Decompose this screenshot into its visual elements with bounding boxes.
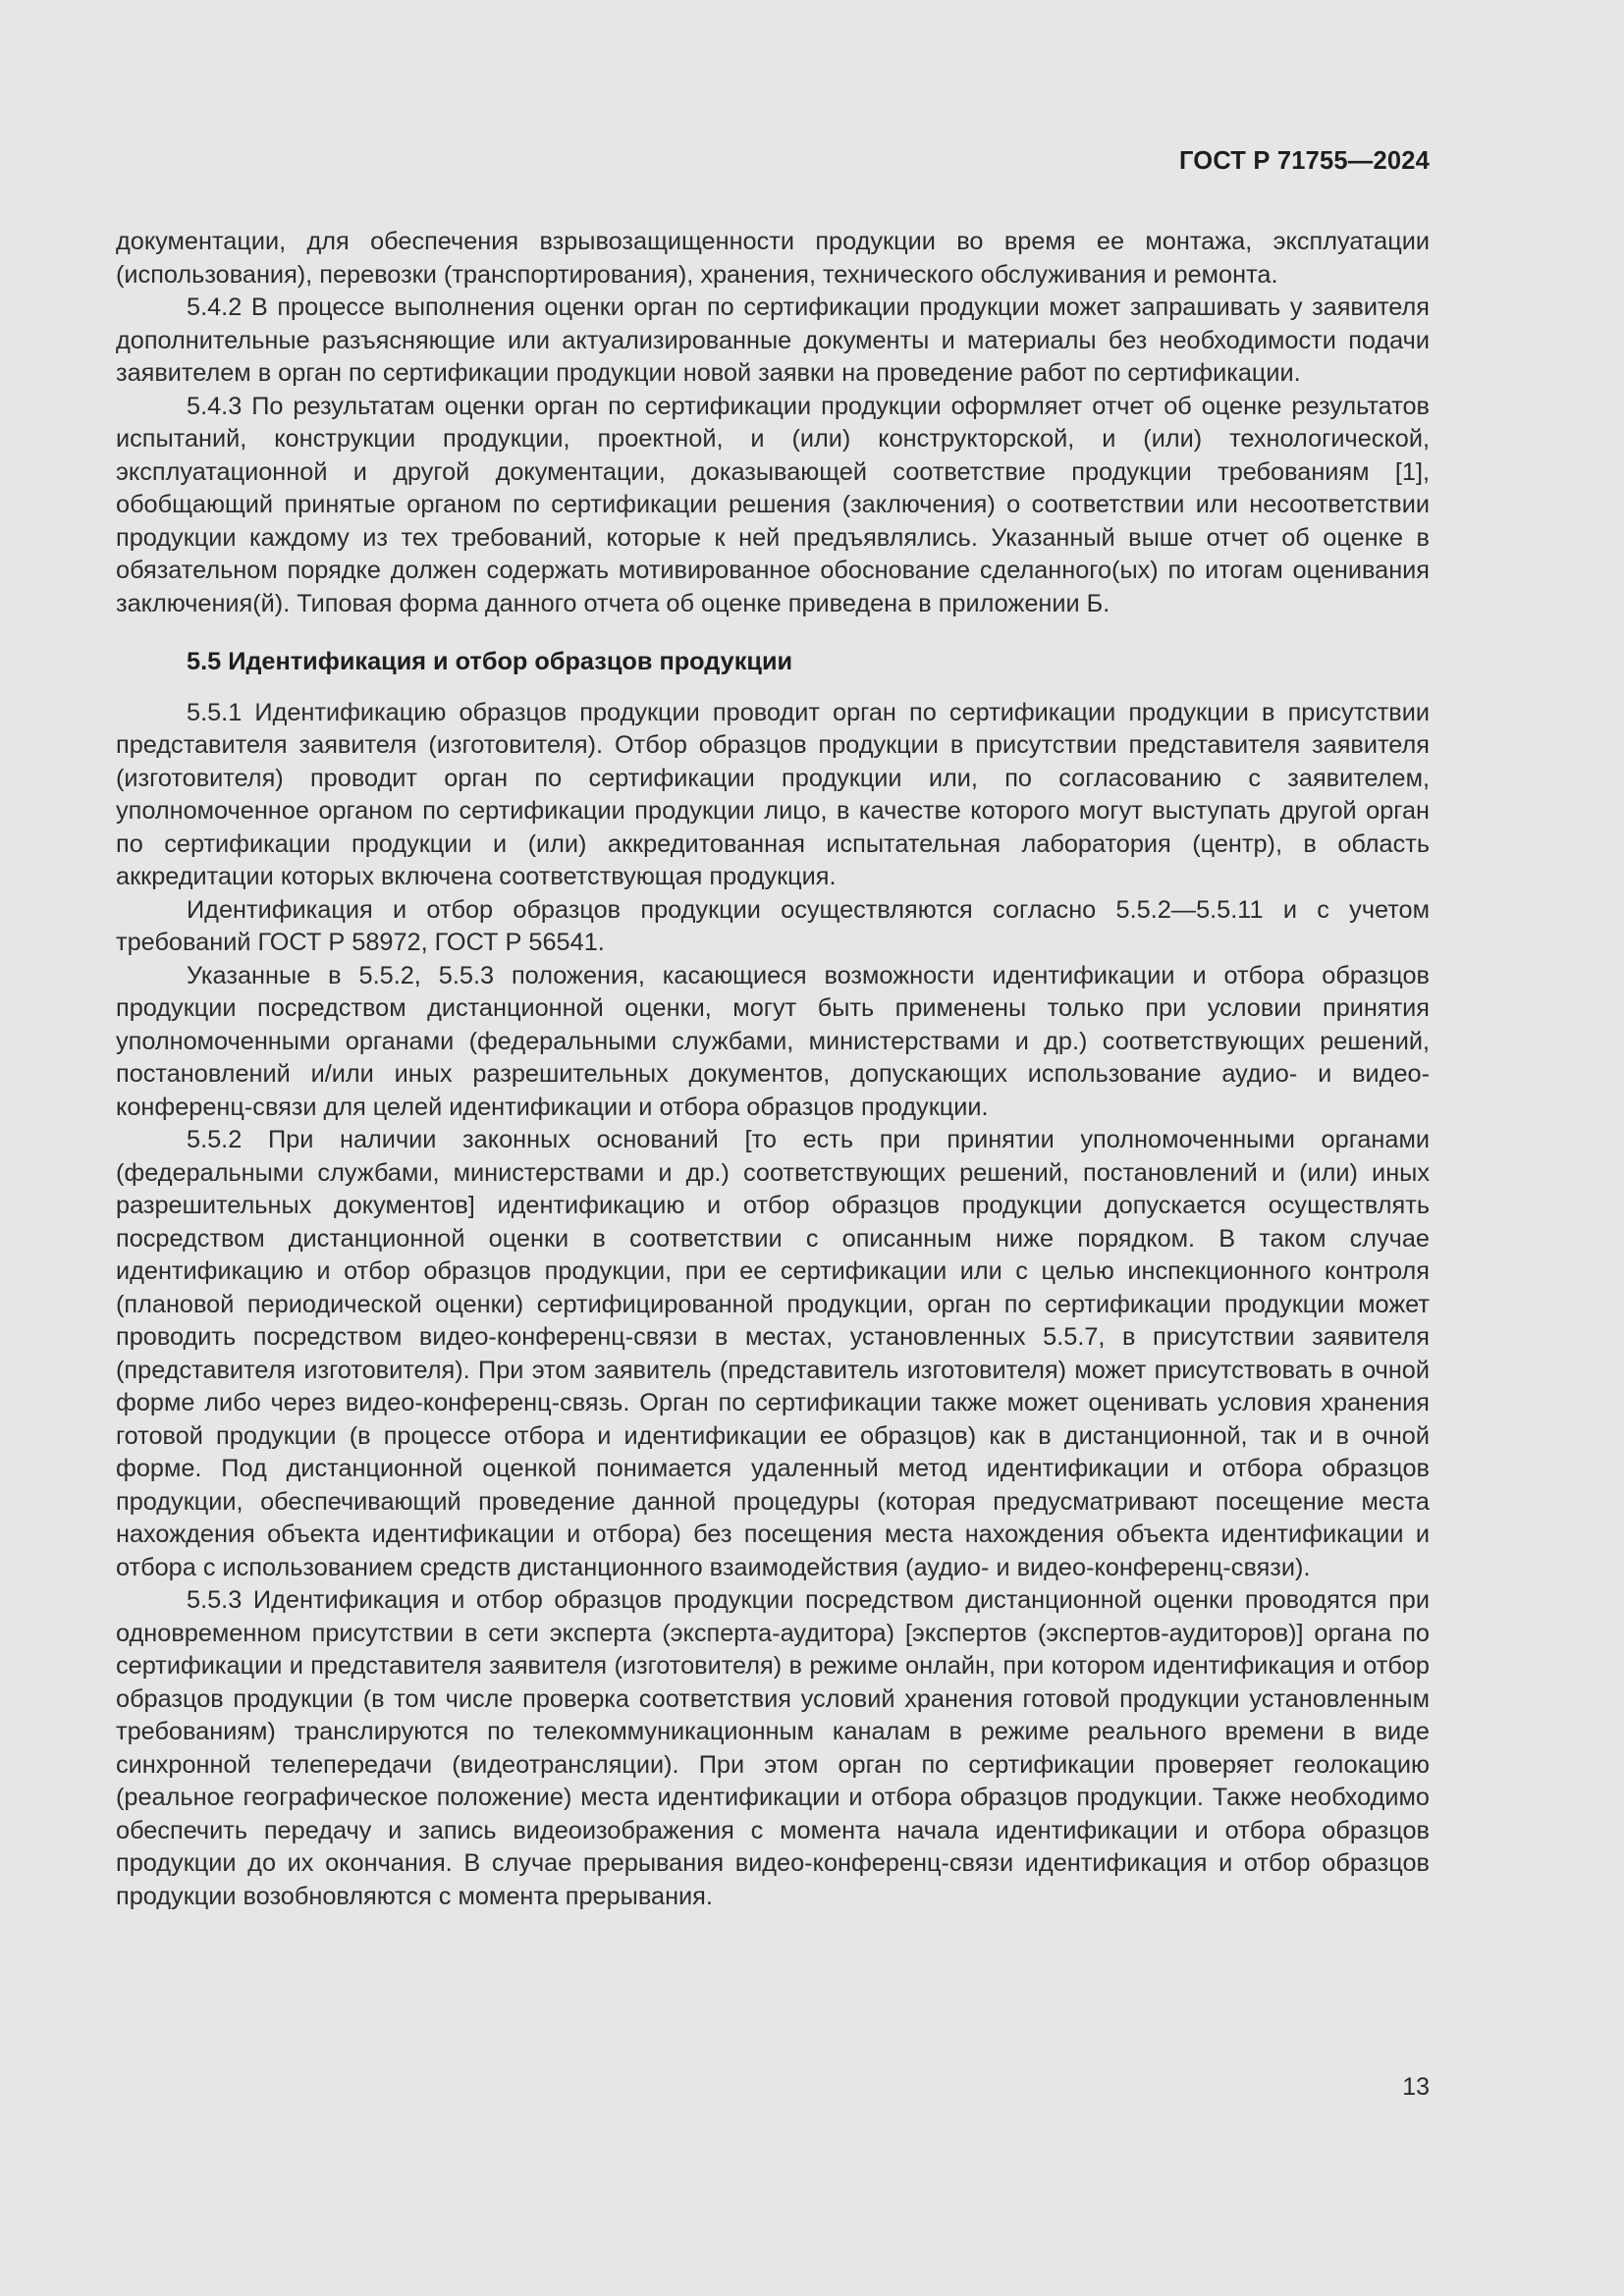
paragraph-continuation: документации, для обеспечения взрывозащищенности продукции во время ее монтажа, эксплуатации (использования), перевозки (транспортирования), хранения, технического обслуживания и ремонта. <box>116 228 1430 289</box>
paragraph-5-5-3: 5.5.3 Идентификация и отбор образцов продукции посредством дистанционной оценки проводятся при одновременном присутствии в сети эксперта (эксперта-аудитора) [экспертов (экспертов-аудиторов)] органа по сертификации и представителя заявителя (изготовителя) в режиме онлайн, при котором идентификация и отбор образцов продукции (в том числе проверка соответствия условий хранения готовой продукции установленным требованиям) транслируются по телекоммуникационным каналам в режиме реального времени в виде синхронной телепередачи (видеотрансляции). При этом орган по сертификации проверяет геолокацию (реальное географическое положение) места идентификации и отбора образцов продукции. Также необходимо обеспечить передачу и запись видеоизображения с момента начала идентификации и отбора образцов продукции до их окончания. В случае прерывания видео-конференц-связи идентификация и отбор образцов продукции возобновляются с момента прерывания. <box>116 1586 1430 1910</box>
section-heading-5-5: 5.5 Идентификация и отбор образцов продукции <box>187 648 793 675</box>
document-body <box>116 226 1430 1913</box>
paragraph-identification-rules: Идентификация и отбор образцов продукции осуществляются согласно 5.5.2—5.5.11 и с учетом требований ГОСТ Р 58972, ГОСТ Р 56541. <box>116 895 1430 956</box>
paragraph-5-4-2: 5.4.2 В процессе выполнения оценки орган по сертификации продукции может запрашивать у заявителя дополнительные разъясняющие или актуализированные документы и материалы без необходимости подачи заявителем в орган по сертификации продукции новой заявки на проведение работ по сертификации. <box>116 294 1430 387</box>
document-page <box>116 0 1430 2296</box>
paragraph-remote-conditions: Указанные в 5.5.2, 5.5.3 положения, касающиеся возможности идентификации и отбора образцов продукции посредством дистанционной оценки, могут быть применены только при условии принятия уполномоченными органами (федеральными службами, министерствами и др.) соответствующих решений, постановлений и/или иных разрешительных документов, допускающих использование аудио- и видео-конференц-связи для целей идентификации и отбора образцов продукции. <box>116 961 1430 1121</box>
document-code-header: ГОСТ Р 71755—2024 <box>1178 147 1430 175</box>
paragraph-5-5-1: 5.5.1 Идентификацию образцов продукции проводит орган по сертификации продукции в присутствии представителя заявителя (изготовителя). Отбор образцов продукции в присутствии представителя заявителя (изготовителя) проводит орган по сертификации продукции или, по согласованию с заявителем, уполномоченное органом по сертификации продукции лицо, в качестве которого могут выступать другой орган по сертификации продукции и (или) аккредитованная испытательная лаборатория (центр), в область аккредитации которых включена соответствующая продукция. <box>116 698 1430 890</box>
paragraph-5-4-3: 5.4.3 По результатам оценки орган по сертификации продукции оформляет отчет об оценке результатов испытаний, конструкции продукции, проектной, и (или) конструкторской, и (или) технологической, эксплуатационной и другой документации, доказывающей соответствие продукции требованиям [1], обобщающий принятые органом по сертификации решения (заключения) о соответствии или несоответствии продукции каждому из тех требований, которые к ней предъявлялись. Указанный выше отчет об оценке в обязательном порядке должен содержать мотивированное обоснование сделанного(ых) по итогам оценивания заключения(й). Типовая форма данного отчета об оценке приведена в приложении Б. <box>116 392 1430 617</box>
page-number: 13 <box>1402 2073 1430 2101</box>
paragraph-5-5-2: 5.5.2 При наличии законных оснований [то есть при принятии уполномоченными органами (федеральными службами, министерствами и др.) соответствующих решений, постановлений и (или) иных разрешительных документов] идентификацию и отбор образцов продукции допускается осуществлять посредством дистанционной оценки в соответствии с описанным ниже порядком. В таком случае идентификацию и отбор образцов продукции, при ее сертификации или с целью инспекционного контроля (плановой периодической оценки) сертифицированной продукции, орган по сертификации продукции может проводить посредством видео-конференц-связи в местах, установленных 5.5.7, в присутствии заявителя (представителя изготовителя). При этом заявитель (представитель изготовителя) может присутствовать в очной форме либо через видео-конференц-связь. Орган по сертификации также может оценивать условия хранения готовой продукции (в процессе отбора и идентификации ее образцов) как в дистанционной, так и в очной форме. Под дистанционной оценкой понимается удаленный метод идентификации и отбора образцов продукции, обеспечивающий проведение данной процедуры (которая предусматривают посещение места нахождения объекта идентификации и отбора) без посещения места нахождения объекта идентификации и отбора с использованием средств дистанционного взаимодействия (аудио- и видео-конференц-связи). <box>116 1126 1430 1581</box>
